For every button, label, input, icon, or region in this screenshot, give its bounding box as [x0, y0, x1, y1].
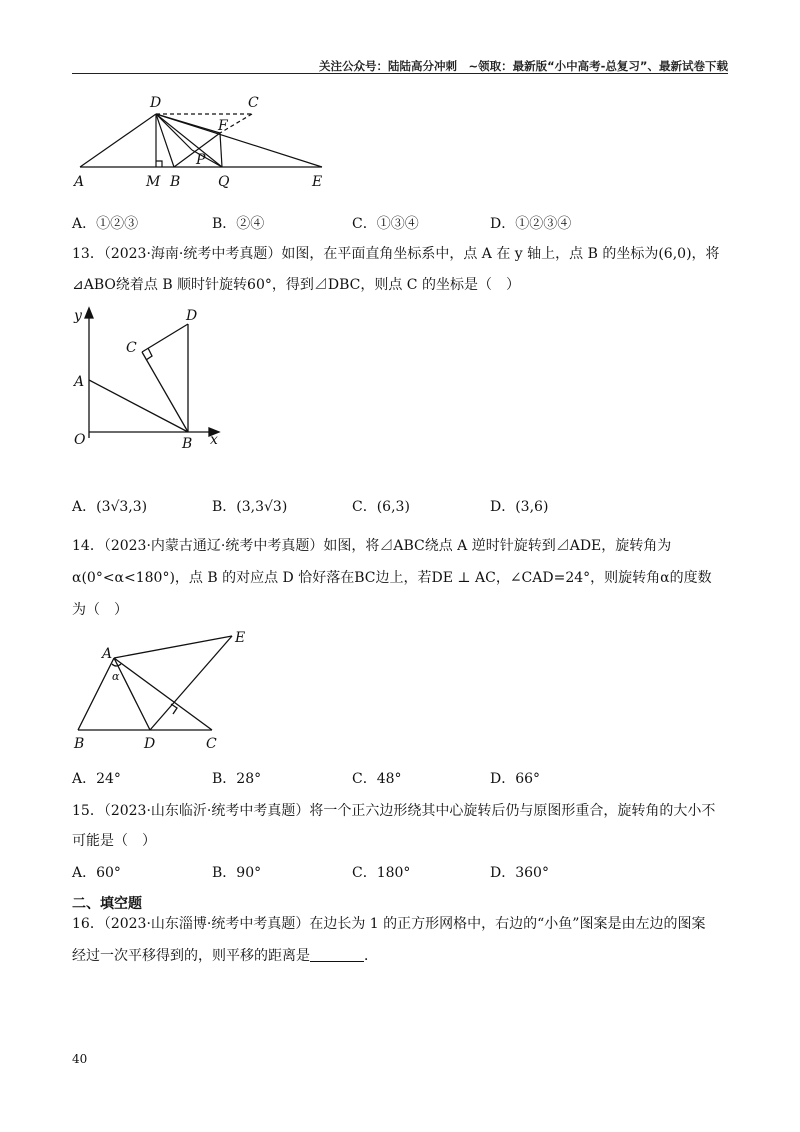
q15-options: [72, 862, 728, 884]
page-number: 40: [72, 1052, 88, 1066]
q16-text-before-blank: 经过一次平移得到的，则平移的距离是: [72, 948, 310, 964]
figure-q12: [72, 90, 332, 190]
label-x: x: [210, 432, 218, 448]
q12-options: [72, 213, 728, 235]
q15-option-a[interactable]: A．60°: [72, 865, 121, 881]
q14-option-d[interactable]: D．66°: [490, 771, 541, 787]
q15-option-b[interactable]: B．90°: [212, 865, 262, 881]
q15-option-d[interactable]: D．360°: [490, 865, 549, 881]
label-F: F: [218, 118, 228, 134]
q12-option-a[interactable]: A．①②③: [72, 216, 139, 232]
q13-option-d[interactable]: D．(3,6): [490, 499, 549, 515]
page-header: 关注公众号：陆陆高分冲刺 ~领取：最新版“小中高考-总复习”、最新试卷下载: [318, 59, 728, 73]
label-D: D: [186, 308, 198, 324]
q12-option-c[interactable]: C．①③④: [352, 216, 419, 232]
q15-text-line2: 可能是（ ）: [72, 833, 156, 849]
label-P: P: [196, 152, 206, 168]
q15-option-c[interactable]: C．180°: [352, 865, 411, 881]
section-title-fill-in: 二、填空题: [72, 896, 142, 912]
label-C: C: [206, 736, 217, 752]
label-D: D: [144, 736, 156, 752]
q13-option-b[interactable]: B．(3,3√3): [212, 499, 288, 515]
q16-text-after-blank: ．: [364, 948, 378, 964]
label-C: C: [248, 95, 259, 111]
label-A: A: [74, 174, 85, 190]
label-alpha: α: [112, 670, 120, 683]
q13-option-a[interactable]: A．(3√3,3): [72, 499, 148, 515]
q14-options: [72, 768, 728, 790]
label-M: M: [146, 174, 161, 190]
header-rule: [72, 73, 728, 74]
label-A: A: [102, 646, 113, 662]
label-C: C: [126, 340, 137, 356]
q14-text-line2: α(0°<α<180°)，点 B 的对应点 D 恰好落在BC边上，若DE ⊥ AC，∠CAD=24°，则旋转角α的度数: [72, 570, 712, 586]
label-O: O: [74, 432, 86, 448]
q13-text-line2: ⊿ABO绕着点 B 顺时针旋转60°，得到⊿DBC，则点 C 的坐标是（ ）: [72, 277, 520, 293]
q16-text-line2: [72, 945, 728, 967]
q16-text-line1: 16．（2023·山东淄博·统考中考真题）在边长为 1 的正方形网格中，右边的“小鱼”图案是由左边的图案: [72, 916, 706, 932]
label-y: y: [74, 308, 82, 324]
figure-q14: [72, 626, 262, 756]
label-E: E: [235, 630, 246, 646]
q12-option-b[interactable]: B．②④: [212, 216, 265, 232]
q14-text-line3: 为（ ）: [72, 602, 128, 618]
q12-option-d[interactable]: D．①②③④: [490, 216, 572, 232]
q14-option-b[interactable]: B．28°: [212, 771, 262, 787]
label-B: B: [182, 436, 193, 452]
label-B: B: [74, 736, 85, 752]
q13-text-line1: 13．（2023·海南·统考中考真题）如图，在平面直角坐标系中，点 A 在 y 轴上，点 B 的坐标为(6,0)，将: [72, 246, 720, 262]
q16-answer-blank[interactable]: [310, 947, 364, 962]
label-Q: Q: [218, 174, 230, 190]
label-A: A: [74, 374, 85, 390]
q13-options: [72, 496, 728, 518]
label-B: B: [170, 174, 181, 190]
q15-text-line1: 15．（2023·山东临沂·统考中考真题）将一个正六边形绕其中心旋转后仍与原图形重合，旋转角的大小不: [72, 803, 716, 819]
q13-option-c[interactable]: C．(6,3): [352, 499, 410, 515]
q14-option-c[interactable]: C．48°: [352, 771, 402, 787]
q14-option-a[interactable]: A．24°: [72, 771, 121, 787]
label-D: D: [150, 95, 162, 111]
figure-q13: [72, 302, 232, 452]
q14-text-line1: 14．（2023·内蒙古通辽·统考中考真题）如图，将⊿ABC绕点 A 逆时针旋转到⊿ADE，旋转角为: [72, 538, 672, 554]
label-E: E: [312, 174, 323, 190]
